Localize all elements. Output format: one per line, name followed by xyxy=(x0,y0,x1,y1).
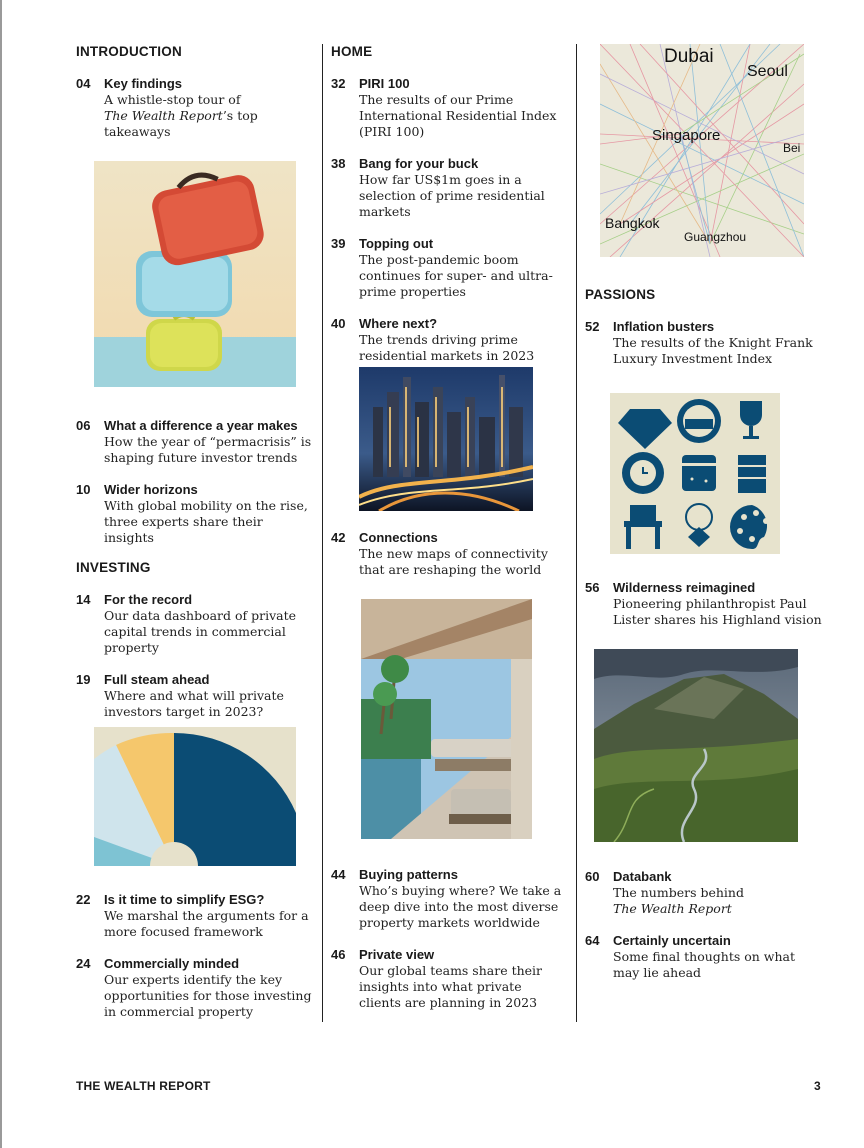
page-number: 64 xyxy=(585,933,600,948)
column-divider xyxy=(576,44,577,1022)
entry-description: The results of our Prime International Residential Index (PIRI 100) xyxy=(359,92,557,139)
column-divider xyxy=(322,44,323,1022)
toc-entry-64[interactable] xyxy=(585,933,825,981)
entry-title: Buying patterns xyxy=(359,867,458,882)
entry-description: Our experts identify the key opportunities for those investing in commercial property xyxy=(104,972,312,1019)
connections-map-graphic xyxy=(600,44,804,257)
toc-entry-14[interactable] xyxy=(76,592,312,656)
map-label-singapore: Singapore xyxy=(652,127,721,144)
entry-description: The trends driving prime residential markets in 2023 xyxy=(359,332,535,363)
toc-entry-06[interactable] xyxy=(76,418,312,466)
entry-title: Inflation busters xyxy=(613,319,715,334)
page-number: 24 xyxy=(76,956,91,971)
entry-description: Some final thoughts on what may lie ahead xyxy=(613,949,796,980)
footer-page-number: 3 xyxy=(814,1079,821,1093)
page-number: 39 xyxy=(331,236,346,251)
entry-description: With global mobility on the rise, three experts share their insights xyxy=(104,498,308,545)
entry-title: Wider horizons xyxy=(104,482,198,497)
entry-title: Where next? xyxy=(359,316,438,331)
entry-title: Wilderness reimagined xyxy=(613,580,756,595)
page-number: 56 xyxy=(585,580,600,595)
map-label-bangkok: Bangkok xyxy=(605,215,660,231)
page-number: 60 xyxy=(585,869,600,884)
page-number: 19 xyxy=(76,672,91,687)
column-passions xyxy=(585,287,825,383)
column-investing-continued xyxy=(76,892,312,1036)
column-introduction-continued xyxy=(76,418,312,736)
entry-description: Our global teams share their insights into what private clients are planning in 2023 xyxy=(359,963,543,1010)
terrace-sea-view-image xyxy=(361,599,532,839)
books-icon xyxy=(738,455,766,493)
column-home-continued xyxy=(331,530,567,594)
entry-title: Is it time to simplify ESG? xyxy=(104,892,265,907)
entry-description: The new maps of connectivity that are reshaping the world xyxy=(359,546,548,577)
toc-entry-32[interactable] xyxy=(331,76,567,140)
section-heading-home: HOME xyxy=(331,44,373,59)
page-number: 32 xyxy=(331,76,346,91)
entry-title: PIRI 100 xyxy=(359,76,410,91)
toc-entry-46[interactable] xyxy=(331,947,567,1011)
map-label-dubai: Dubai xyxy=(664,46,714,67)
entry-description: A whistle-stop tour of The Wealth Report’s top takeaways xyxy=(104,92,258,139)
map-label-beijing: Bei xyxy=(783,141,801,155)
page-edge xyxy=(0,0,2,1148)
column-home-bottom xyxy=(331,867,567,1027)
entry-title: Databank xyxy=(613,869,672,884)
toc-entry-19[interactable] xyxy=(76,672,312,720)
page-number: 42 xyxy=(331,530,346,545)
entry-description: How the year of “permacrisis” is shaping future investor trends xyxy=(104,434,312,465)
entry-title: Bang for your buck xyxy=(359,156,479,171)
entry-title: Private view xyxy=(359,947,435,962)
entry-description: The post-pandemic boom continues for super- and ultra-prime properties xyxy=(359,252,553,299)
page-number: 06 xyxy=(76,418,91,433)
page-number: 22 xyxy=(76,892,91,907)
entry-title: Commercially minded xyxy=(104,956,240,971)
entry-description: Pioneering philanthropist Paul Lister shares his Highland vision xyxy=(613,596,822,627)
column-introduction-investing xyxy=(76,44,312,156)
page-number: 38 xyxy=(331,156,346,171)
luxury-icons-graphic xyxy=(610,393,780,554)
section-heading-introduction: INTRODUCTION xyxy=(76,44,182,59)
highland-landscape-image xyxy=(594,649,798,842)
page-number: 04 xyxy=(76,76,91,91)
page-number: 14 xyxy=(76,592,91,607)
toc-entry-60[interactable] xyxy=(585,869,825,917)
toc-entry-40[interactable] xyxy=(331,316,567,364)
toc-entry-04[interactable] xyxy=(76,76,312,140)
page-number: 40 xyxy=(331,316,346,331)
section-heading-passions: PASSIONS xyxy=(585,287,656,302)
toc-entry-22[interactable] xyxy=(76,892,312,940)
toc-entry-10[interactable] xyxy=(76,482,312,546)
handbag-icon xyxy=(682,455,716,491)
column-passions-bottom xyxy=(585,869,825,997)
entry-title: Certainly uncertain xyxy=(613,933,731,948)
entry-title: Full steam ahead xyxy=(104,672,210,687)
toc-entry-44[interactable] xyxy=(331,867,567,931)
column-home xyxy=(331,44,567,380)
toc-entry-56[interactable] xyxy=(585,580,825,628)
entry-title: What a difference a year makes xyxy=(104,418,298,433)
entry-description: The results of the Knight Frank Luxury Investment Index xyxy=(613,335,813,366)
footer-publication-title: THE WEALTH REPORT xyxy=(76,1079,211,1093)
investment-segment-graphic xyxy=(94,727,296,866)
toc-entry-38[interactable] xyxy=(331,156,567,220)
entry-title: Key findings xyxy=(104,76,183,91)
page-number: 44 xyxy=(331,867,346,882)
entry-description: Where and what will private investors target in 2023? xyxy=(104,688,284,719)
section-heading-investing: INVESTING xyxy=(76,560,151,575)
toc-entry-52[interactable] xyxy=(585,319,825,367)
entry-title: Topping out xyxy=(359,236,434,251)
toc-entry-39[interactable] xyxy=(331,236,567,300)
page-number: 10 xyxy=(76,482,91,497)
map-label-guangzhou: Guangzhou xyxy=(684,230,747,244)
entry-description: Who’s buying where? We take a deep dive into the most diverse property markets worldwide xyxy=(359,883,562,930)
entry-description: How far US$1m goes in a selection of prime residential markets xyxy=(359,172,545,219)
entry-title: Connections xyxy=(359,530,438,545)
entry-description: Our data dashboard of private capital trends in commercial property xyxy=(104,608,297,655)
entry-title: For the record xyxy=(104,592,193,607)
page-number: 46 xyxy=(331,947,346,962)
map-label-seoul: Seoul xyxy=(747,63,788,80)
entry-description: We marshal the arguments for a more focused framework xyxy=(104,908,309,939)
toc-entry-24[interactable] xyxy=(76,956,312,1020)
toc-entry-42[interactable] xyxy=(331,530,567,578)
stacked-suitcases-image xyxy=(94,161,296,387)
page-number: 52 xyxy=(585,319,600,334)
entry-description: The numbers behind The Wealth Report xyxy=(613,885,744,916)
city-skyline-night-image xyxy=(359,367,533,511)
column-passions-continued xyxy=(585,580,825,644)
